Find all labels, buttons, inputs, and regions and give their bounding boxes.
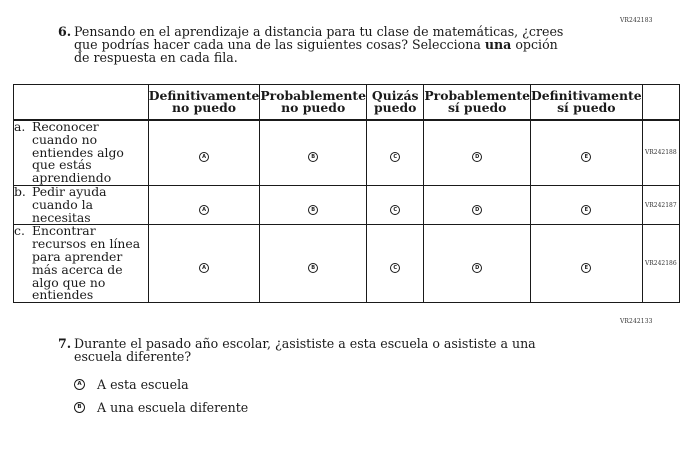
option-a-label: A esta escuela [97, 377, 189, 392]
option-b[interactable] [74, 400, 248, 415]
question-7-code: VR242133 [620, 318, 653, 325]
row-a-bubble-c[interactable]: C [390, 152, 400, 162]
row-a-bubble-b[interactable]: B [308, 152, 318, 162]
question-6-grid [13, 84, 680, 303]
row-c-bubble-a[interactable]: A [199, 263, 209, 273]
option-a[interactable] [74, 377, 189, 392]
col-header-probably-cannot: Probablemente no puedo [260, 85, 367, 121]
question-6-prompt-emphasis: una [484, 37, 512, 53]
col-header-definitely-can: Definitivamente sí puedo [531, 85, 643, 121]
question-6-number: 6. [58, 24, 72, 39]
row-a-bubble-a[interactable]: A [199, 152, 209, 162]
grid-header-code-blank [642, 85, 679, 121]
option-b-bubble[interactable]: B [74, 402, 85, 413]
question-6-prompt [74, 25, 574, 65]
question-6-code: VR242183 [620, 17, 653, 24]
row-a-label: a. Reconocer cuando no entiendes algo que estás aprendiendo [14, 120, 149, 185]
table-row [14, 185, 680, 224]
question-7-prompt: Durante el pasado año escolar, ¿asististe a esta escuela o asististe a una escuela diferente? [74, 336, 536, 365]
row-a-code: VR242188 [642, 120, 679, 185]
grid-header-row [14, 85, 680, 121]
option-b-label: A una escuela diferente [97, 400, 249, 415]
col-header-definitely-cannot: Definitivamente no puedo [148, 85, 260, 121]
col-header-probably-can: Probablemente sí puedo [424, 85, 531, 121]
row-b-code: VR242187 [642, 185, 679, 224]
col-header-maybe-can: Quizás puedo [367, 85, 424, 121]
row-c-bubble-d[interactable]: D [472, 263, 482, 273]
row-b-label: b. Pedir ayuda cuando la necesitas [14, 185, 149, 224]
table-row [14, 120, 680, 185]
question-6-prompt-text-end: opción de respuesta en cada fila. [74, 37, 558, 66]
row-a-bubble-d[interactable]: D [472, 152, 482, 162]
row-b-bubble-a[interactable]: A [199, 205, 209, 215]
row-b-bubble-d[interactable]: D [472, 205, 482, 215]
row-b-bubble-b[interactable]: B [308, 205, 318, 215]
table-row [14, 225, 680, 303]
question-6-prompt-text: Pensando en el aprendizaje a distancia para tu clase de matemáticas, ¿crees que podrías hacer cada una de las siguientes cosas? Selecciona [74, 24, 564, 53]
row-b-bubble-e[interactable]: E [581, 205, 591, 215]
row-b-bubble-c[interactable]: C [390, 205, 400, 215]
row-c-bubble-b[interactable]: B [308, 263, 318, 273]
grid-header-blank [14, 85, 149, 121]
option-a-bubble[interactable]: A [74, 379, 85, 390]
row-c-bubble-e[interactable]: E [581, 263, 591, 273]
row-c-code: VR242186 [642, 225, 679, 303]
row-c-bubble-c[interactable]: C [390, 263, 400, 273]
row-a-bubble-e[interactable]: E [581, 152, 591, 162]
row-c-label: c. Encontrar recursos en línea para aprender más acerca de algo que no entiendes [14, 225, 149, 303]
question-7-number: 7. [58, 336, 72, 351]
